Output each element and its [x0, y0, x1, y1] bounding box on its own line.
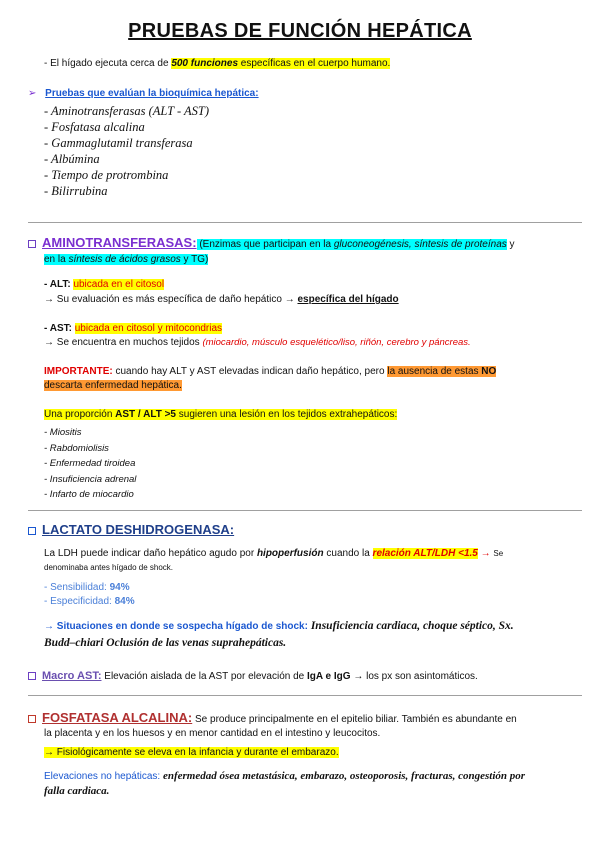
desc-text: (Enzimas que participan en la [196, 239, 334, 250]
ldh-text: cuando la [323, 548, 373, 559]
important-line [44, 365, 496, 378]
sensitivity-value: 94% [109, 582, 130, 593]
fosfatasa-physio-line [44, 746, 339, 759]
ratio-text: Una proporción [44, 409, 116, 420]
ldh-arrow: → [477, 548, 494, 559]
checkbox-bullet-icon [28, 240, 36, 248]
fosfatasa-heading: FOSFATASA ALCALINA: [42, 710, 193, 725]
ldh-line2: denominaba antes hígado de shock. [44, 563, 173, 572]
macro-ast-line [28, 670, 478, 683]
ast-label: - AST: [44, 323, 75, 334]
alt-eval-emphasis: específica del hígado [297, 294, 399, 305]
important-highlight: NO [481, 366, 497, 377]
extrahepatic-item: - Infarto de miocardio [44, 489, 134, 500]
intro-suffix: específicas en el cuerpo humano. [238, 58, 391, 69]
test-item: - Albúmina [44, 152, 100, 166]
extrahepatic-item: - Insuficiencia adrenal [44, 473, 137, 485]
sensitivity-label: - Sensibilidad: [44, 582, 110, 593]
specificity-line [44, 595, 135, 608]
desc-text: gluconeogénesis, síntesis de proteínas [333, 239, 507, 250]
checkbox-bullet-icon [28, 672, 36, 680]
important-label: IMPORTANTE: [44, 366, 113, 377]
intro-highlight: 500 funciones [171, 58, 239, 69]
fosfatasa-nonhep-line [44, 770, 525, 783]
macro-ast-emphasis: IgA e IgG [307, 671, 351, 682]
sensitivity-line [44, 581, 130, 594]
extrahepatic-item: - Miositis [44, 427, 82, 438]
fosfatasa-line2: la placenta y en los huesos y en menor cantidad en el intestino y leucocitos. [44, 728, 381, 739]
test-item: - Gammaglutamil transferasa [44, 136, 193, 150]
important-highlight: la ausencia de estas [387, 366, 482, 377]
ratio-line [44, 408, 397, 421]
specificity-value: 84% [114, 596, 135, 607]
fosfatasa-heading-line [28, 711, 517, 726]
shock-text: Insuficiencia cardiaca, choque séptico, Sx. [307, 620, 514, 632]
ldh-heading-line [28, 523, 234, 538]
alt-eval-line [44, 293, 399, 306]
shock-line2: Budd–chiari Oclusión de las venas suprahepáticas. [44, 637, 287, 649]
alt-eval-text: → Su evaluación es más específica de daño hepático → [44, 294, 298, 305]
macro-ast-text: → los px son asintomáticos. [350, 671, 478, 682]
desc-text: síntesis de ácidos grasos [68, 254, 181, 265]
arrow-bullet-icon: ➢ [28, 88, 37, 99]
checkbox-bullet-icon [28, 715, 36, 723]
important-text: cuando hay ALT y AST elevadas indican daño hepático, pero [112, 366, 388, 377]
desc-text: y TG) [180, 254, 209, 265]
extrahepatic-item: - Enfermedad tiroidea [44, 458, 136, 469]
test-item: - Tiempo de protrombina [44, 168, 169, 182]
intro-prefix: - El hígado ejecuta cerca de [44, 58, 172, 69]
checkbox-bullet-icon [28, 527, 36, 535]
divider [28, 510, 582, 511]
nonhep-label: Elevaciones no hepáticas: [44, 771, 161, 782]
macro-ast-text: Elevación aislada de la AST por elevación de [101, 671, 308, 682]
aminotransferasas-desc-line2 [44, 253, 208, 266]
important-line2 [44, 379, 182, 392]
tests-heading: Pruebas que evalúan la bioquímica hepática: [45, 88, 259, 99]
ldh-text: La LDH puede indicar daño hepático agudo por [44, 548, 257, 559]
ast-tissues-list: (miocardio, músculo esquelético/liso, riñón, cerebro y páncreas. [202, 337, 471, 348]
ast-line [44, 322, 222, 335]
nonhep-text: enfermedad ósea metastásica, embarazo, osteoporosis, fracturas, congestión por [160, 770, 526, 782]
ratio-value: AST / ALT >5 [115, 409, 176, 420]
fosfatasa-physio: → Fisiológicamente se eleva en la infancia y durante el embarazo. [44, 747, 339, 758]
shock-line1 [44, 620, 514, 633]
aminotransferasas-heading: AMINOTRANSFERASAS: [42, 235, 197, 250]
shock-heading: → Situaciones en donde se sospecha hígado de shock: [44, 621, 308, 632]
tests-heading-line [28, 87, 259, 100]
desc-text: y [506, 239, 515, 250]
test-item: - Bilirrubina [44, 184, 108, 198]
divider [28, 695, 582, 696]
test-item: - Aminotransferasas (ALT - AST) [44, 104, 210, 118]
test-item: - Fosfatasa alcalina [44, 120, 145, 134]
macro-ast-heading: Macro AST: [42, 670, 102, 682]
alt-location: ubicada en el citosol [73, 279, 165, 290]
ldh-heading: LACTATO DESHIDROGENASA: [42, 522, 235, 537]
ldh-text: Se [493, 549, 504, 558]
fosfatasa-nonhep-line2: falla cardiaca. [44, 785, 110, 797]
page-title: PRUEBAS DE FUNCIÓN HEPÁTICA [128, 20, 472, 42]
ldh-ratio: relación ALT/LDH <1.5 [372, 548, 478, 559]
alt-line [44, 278, 164, 291]
ldh-emphasis: hipoperfusión [256, 548, 324, 559]
ast-tissues-line [44, 336, 471, 349]
important-highlight: descarta enfermedad hepática. [44, 380, 182, 391]
divider [28, 222, 582, 223]
ldh-line1 [44, 547, 503, 560]
aminotransferasas-heading-line [28, 236, 515, 251]
fosfatasa-text: Se produce principalmente en el epitelio biliar. También es abundante en [192, 714, 517, 725]
ratio-text: sugieren una lesión en los tejidos extrahepáticos: [176, 409, 398, 420]
specificity-label: - Especificidad: [44, 596, 115, 607]
desc-text: en la [44, 254, 69, 265]
alt-label: - ALT: [44, 279, 74, 290]
ast-tissues-text: → Se encuentra en muchos tejidos [44, 337, 203, 348]
ast-location: ubicada en citosol y mitocondrias [74, 323, 223, 334]
extrahepatic-item: - Rabdomiolisis [44, 442, 109, 454]
intro-line [44, 57, 390, 70]
